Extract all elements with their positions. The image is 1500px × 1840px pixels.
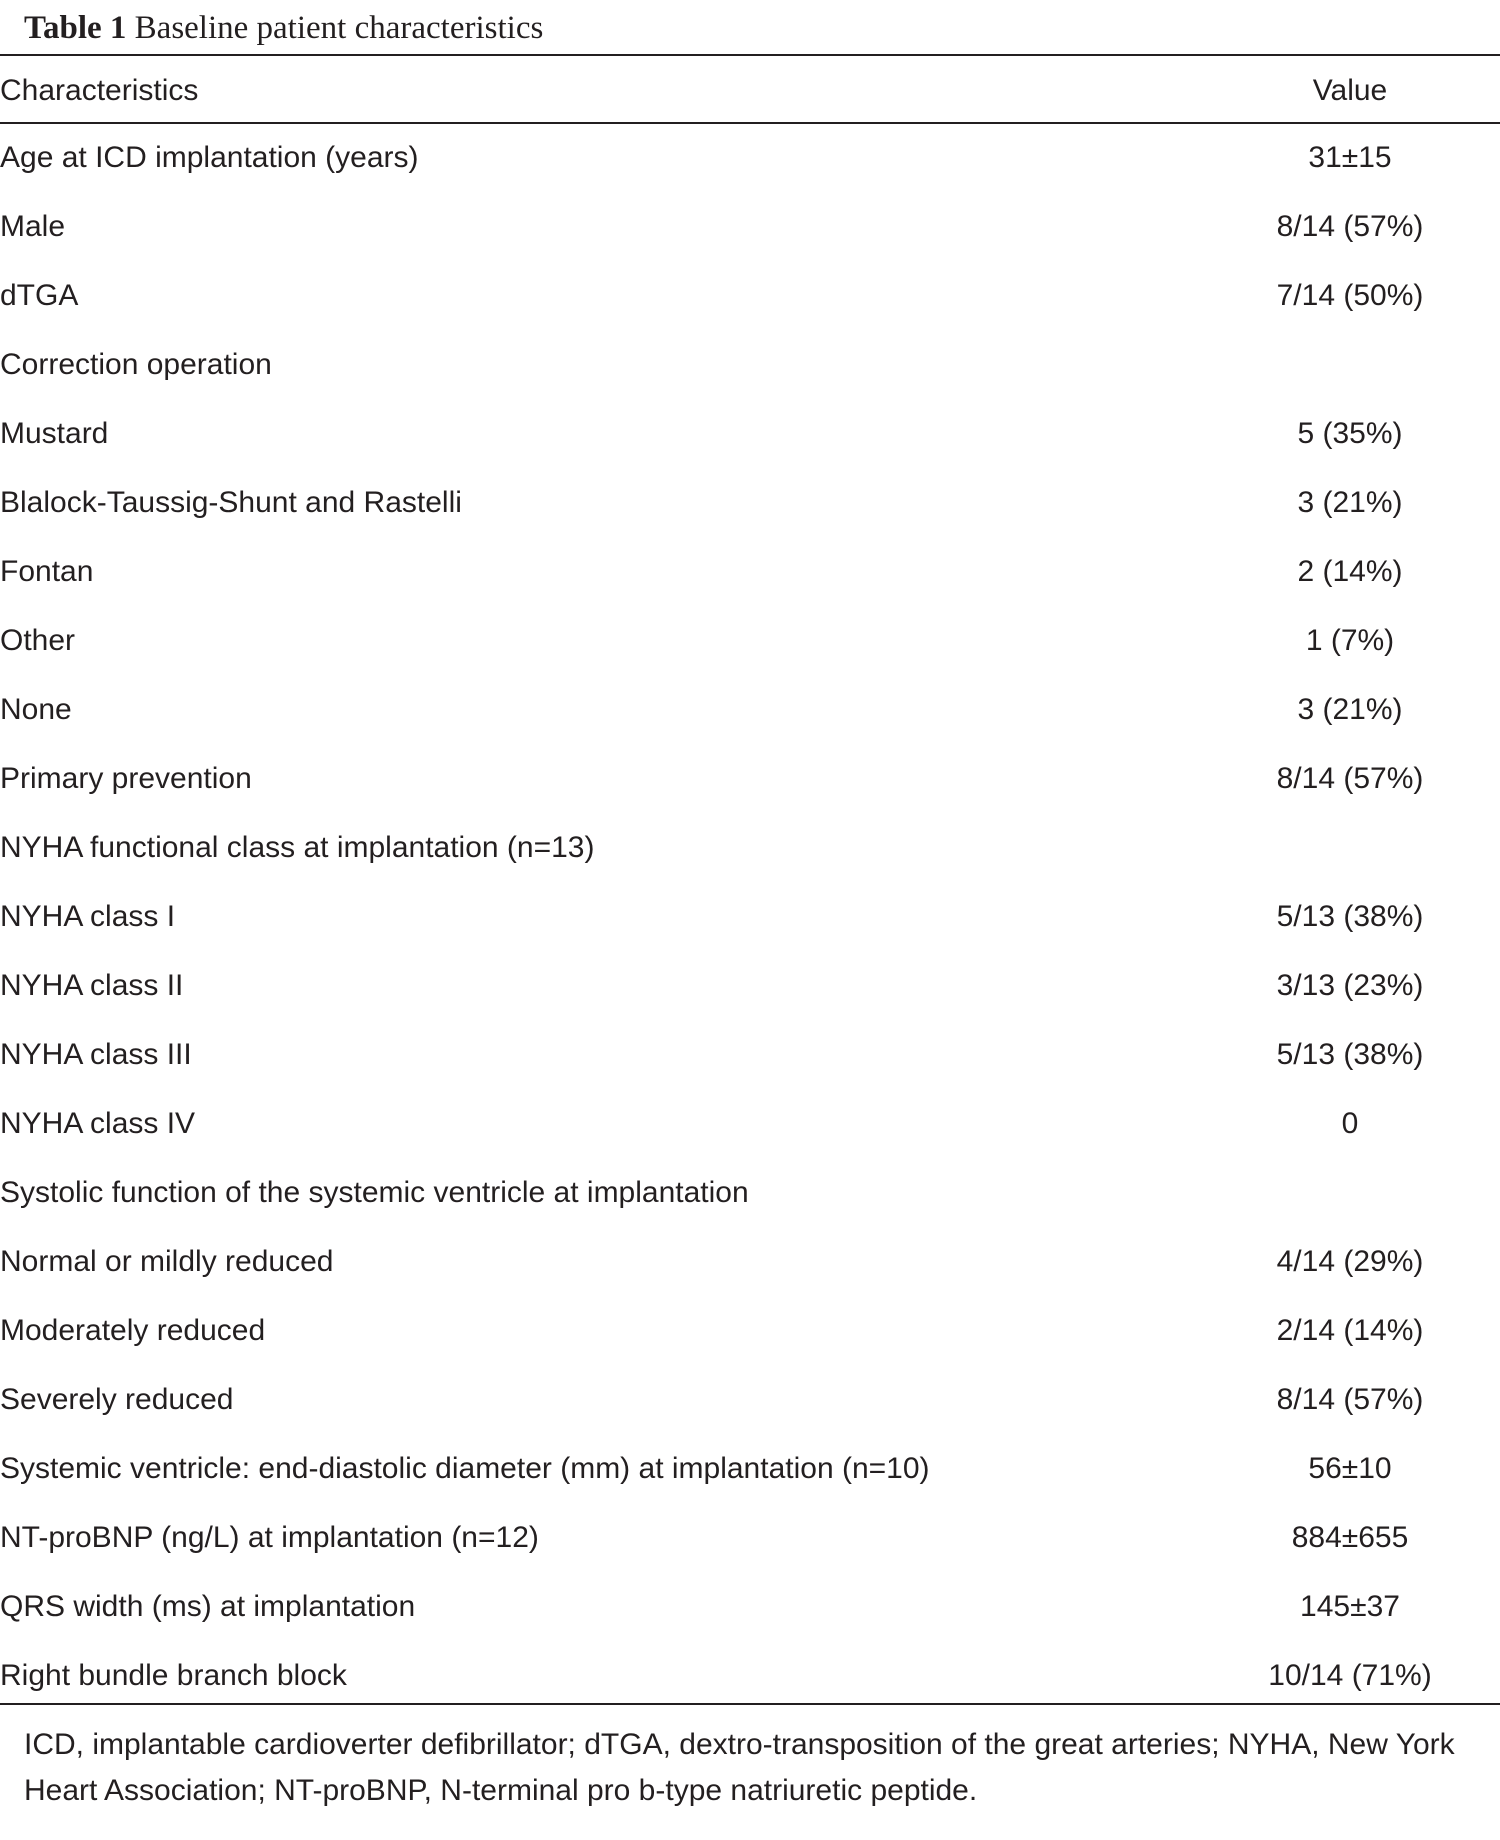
- table-row: [0, 882, 1500, 951]
- row-label: NYHA class IV: [0, 1106, 196, 1140]
- table-row: [0, 1365, 1500, 1434]
- row-value: [1200, 813, 1500, 882]
- table-row: [0, 1572, 1500, 1641]
- row-label: NYHA class II: [0, 968, 184, 1002]
- table-row: [0, 1296, 1500, 1365]
- table-row: [0, 261, 1500, 330]
- table-row: [0, 1089, 1500, 1158]
- table-row: [0, 1434, 1500, 1503]
- table-row: [0, 813, 1500, 882]
- row-label: Severely reduced: [0, 1382, 234, 1416]
- row-label: Other: [0, 623, 76, 657]
- table-row: [0, 123, 1500, 192]
- table-number: Table 1: [24, 10, 127, 46]
- row-value: 5 (35%): [1297, 416, 1403, 450]
- row-label: NYHA functional class at implantation (n=13): [0, 830, 595, 864]
- row-value: [1200, 330, 1500, 399]
- table-caption: [24, 6, 543, 50]
- table-row: [0, 606, 1500, 675]
- row-label: NYHA class III: [0, 1037, 192, 1071]
- baseline-characteristics-table: [0, 58, 1500, 1710]
- row-value: 145±37: [1300, 1589, 1400, 1623]
- row-value: 8/14 (57%): [1276, 209, 1424, 243]
- table-row: [0, 1158, 1500, 1227]
- table-row: [0, 399, 1500, 468]
- row-label: Systolic function of the systemic ventricle at implantation: [0, 1175, 749, 1209]
- row-label: Correction operation: [0, 347, 272, 381]
- row-label: Mustard: [0, 416, 109, 450]
- row-label: Blalock-Taussig-Shunt and Rastelli: [0, 485, 462, 519]
- row-label: Male: [0, 209, 66, 243]
- row-value: 1 (7%): [1305, 623, 1395, 657]
- top-rule: [0, 54, 1500, 56]
- row-label: Age at ICD implantation (years): [0, 140, 419, 174]
- row-label: QRS width (ms) at implantation: [0, 1589, 416, 1623]
- row-label: Right bundle branch block: [0, 1658, 347, 1692]
- row-value: 2 (14%): [1297, 554, 1403, 588]
- row-value: 31±15: [1308, 140, 1392, 174]
- row-label: Moderately reduced: [0, 1313, 266, 1347]
- row-value: 3 (21%): [1297, 485, 1403, 519]
- table-row: [0, 192, 1500, 261]
- table-row: [0, 330, 1500, 399]
- row-label: NT-proBNP (ng/L) at implantation (n=12): [0, 1520, 539, 1554]
- table-row: [0, 1641, 1500, 1710]
- table-header-row: [0, 58, 1500, 123]
- table-row: [0, 951, 1500, 1020]
- row-value: 56±10: [1308, 1451, 1392, 1485]
- table-footnote: ICD, implantable cardioverter defibrillator; dTGA, dextro-transposition of the great arteries; NYHA, New York Heart Association; NT-proBNP, N-terminal pro b-type natriuretic peptide.: [24, 1728, 1455, 1807]
- row-value: 2/14 (14%): [1276, 1313, 1424, 1347]
- table-row: [0, 468, 1500, 537]
- row-value: 8/14 (57%): [1276, 1382, 1424, 1416]
- table-row: [0, 537, 1500, 606]
- row-label: Primary prevention: [0, 761, 252, 795]
- row-label: None: [0, 692, 72, 726]
- row-value: 4/14 (29%): [1276, 1244, 1424, 1278]
- table-row: [0, 1503, 1500, 1572]
- column-header-value: Value: [1312, 73, 1388, 107]
- table-body: [0, 123, 1500, 1710]
- table-row: [0, 675, 1500, 744]
- row-value: 3 (21%): [1297, 692, 1403, 726]
- table-row: [0, 1020, 1500, 1089]
- row-label: dTGA: [0, 278, 79, 312]
- row-value: 5/13 (38%): [1276, 1037, 1424, 1071]
- row-value: 7/14 (50%): [1276, 278, 1424, 312]
- row-value: 10/14 (71%): [1268, 1658, 1432, 1692]
- row-value: 884±655: [1291, 1520, 1409, 1554]
- row-value: 3/13 (23%): [1276, 968, 1424, 1002]
- table-title: Baseline patient characteristics: [134, 10, 544, 46]
- row-value: 5/13 (38%): [1276, 899, 1424, 933]
- row-value: 8/14 (57%): [1276, 761, 1424, 795]
- row-label: Fontan: [0, 554, 94, 588]
- row-label: Normal or mildly reduced: [0, 1244, 334, 1278]
- column-header-characteristics: Characteristics: [0, 73, 199, 107]
- table-row: [0, 1227, 1500, 1296]
- row-value: 0: [1341, 1106, 1359, 1140]
- table-row: [0, 744, 1500, 813]
- row-value: [1200, 1158, 1500, 1227]
- row-label: Systemic ventricle: end-diastolic diameter (mm) at implantation (n=10): [0, 1451, 930, 1485]
- row-label: NYHA class I: [0, 899, 176, 933]
